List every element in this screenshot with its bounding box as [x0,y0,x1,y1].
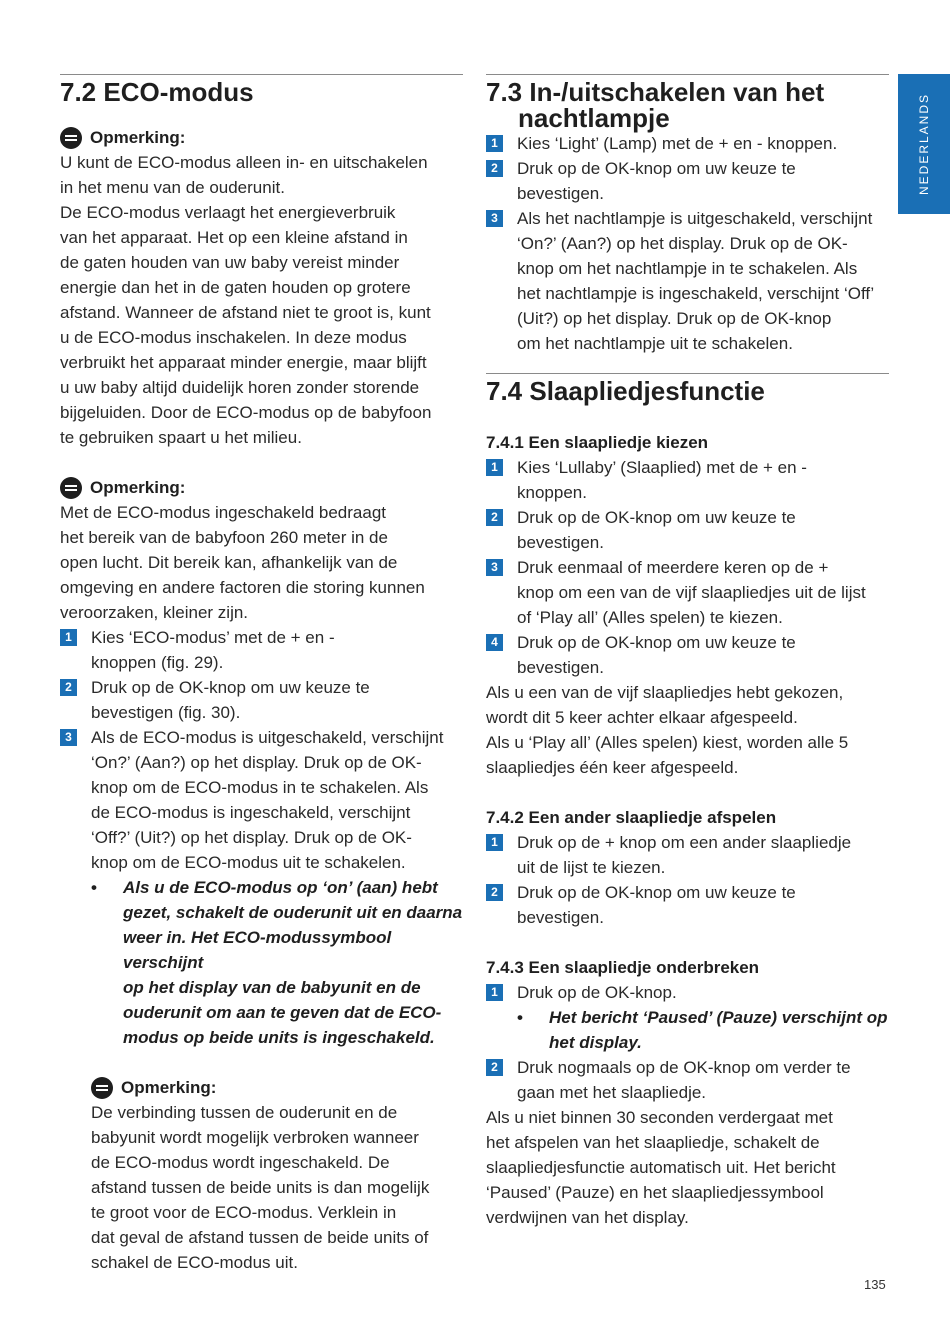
note-line: in het menu van de ouderunit. [60,178,285,197]
step-item [60,675,463,725]
body-line: wordt dit 5 keer achter elkaar afgespeeld. [486,708,798,727]
step-number-badge: 3 [60,729,77,746]
note-icon [91,1077,113,1099]
step-line: om het nachtlampje uit te schakelen. [517,334,793,353]
step-item [486,880,889,930]
step-line: het nachtlampje is ingeschakeld, verschijnt ‘Off’ [517,284,875,303]
body-line: Als u een van de vijf slaapliedjes hebt gekozen, [486,683,844,702]
note-line: bijgeluiden. Door de ECO-modus op de babyfoon [60,403,432,422]
step-line: Druk op de OK-knop om uw keuze te [517,159,796,178]
step-item [60,725,463,1275]
step-line: Kies ‘Light’ (Lamp) met de + en - knoppen. [517,134,838,153]
step-line: uit de lijst te kiezen. [517,858,666,877]
step-item [486,630,889,680]
note-title: Opmerking: [121,1078,217,1097]
step-item [486,455,889,505]
note-2 [60,475,463,625]
step-line: knop om de ECO-modus in te schakelen. Als [91,778,429,797]
step-item [486,131,889,156]
step-line: Druk op de + knop om een ander slaapliedje [517,833,852,852]
step-line: knoppen. [517,483,587,502]
note-line: de ECO-modus wordt ingeschakeld. De [91,1153,390,1172]
step-line: knop om het nachtlampje in te schakelen. Als [517,259,858,278]
body-line: slaapliedjes één keer afgespeeld. [486,758,739,777]
section-divider [486,74,889,75]
note-line: te gebruiken spaart u het milieu. [60,428,302,447]
step-item [486,830,889,880]
step-line: Druk op de OK-knop om uw keuze te [517,883,796,902]
heading-7-4-3: 7.4.3 Een slaapliedje onderbreken [486,958,760,977]
note-line: u de ECO-modus inschakelen. In deze modus [60,328,407,347]
page-number: 135 [864,1277,886,1292]
step-number-badge: 1 [60,629,77,646]
bullet-item [91,875,463,1050]
step-line: of ‘Play all’ (Alles spelen) te kiezen. [517,608,783,627]
body-line: Als u niet binnen 30 seconden verdergaat met [486,1108,833,1127]
left-column [60,74,463,1275]
heading-7-4-1: 7.4.1 Een slaapliedje kiezen [486,433,709,452]
note-line: Met de ECO-modus ingeschakeld bedraagt [60,503,387,522]
step-item [486,1055,889,1105]
step-line: Kies ‘Lullaby’ (Slaaplied) met de + en - [517,458,807,477]
step-line: Als de ECO-modus is uitgeschakeld, verschijnt [91,728,444,747]
step-line: knop om een van de vijf slaapliedjes uit de lijst [517,583,866,602]
step-number-badge: 4 [486,634,503,651]
note-title: Opmerking: [90,478,186,497]
bullet-item [517,1005,889,1055]
note-line: energie dan het in de gaten houden op grotere [60,278,411,297]
body-line: Als u ‘Play all’ (Alles spelen) kiest, worden alle 5 [486,733,849,752]
body-line: ‘Paused’ (Pauze) en het slaapliedjessymbool [486,1183,824,1202]
step-item [486,980,889,1055]
step-item [486,156,889,206]
heading-7-4: 7.4 Slaapliedjesfunctie [486,376,765,406]
bullet-line: weer in. Het ECO-modussymbool verschijnt [123,928,392,972]
note-line: verbruikt het apparaat minder energie, maar blijft [60,353,427,372]
note-line: afstand tussen de beide units is dan mogelijk [91,1178,430,1197]
step-line: Druk nogmaals op de OK-knop om verder te [517,1058,851,1077]
bullet-line: het display. [549,1033,642,1052]
note-line: schakel de ECO-modus uit. [91,1253,298,1272]
note-icon [60,127,82,149]
step-item [486,505,889,555]
heading-7-3 [486,79,889,131]
step-number-badge: 1 [486,135,503,152]
bullet-line: modus op beide units is ingeschakeld. [123,1028,435,1047]
step-line: de ECO-modus is ingeschakeld, verschijnt [91,803,411,822]
note-title: Opmerking: [90,128,186,147]
step-line: Als het nachtlampje is uitgeschakeld, verschijnt [517,209,873,228]
note-3 [91,1075,463,1275]
body-line: het afspelen van het slaapliedje, schakelt de [486,1133,820,1152]
step-line: ‘Off?’ (Uit?) op het display. Druk op de OK- [91,828,412,847]
note-line: De verbinding tussen de ouderunit en de [91,1103,398,1122]
step-line: bevestigen. [517,908,604,927]
step-number-badge: 1 [486,984,503,1001]
step-number-badge: 2 [486,160,503,177]
note-line: U kunt de ECO-modus alleen in- en uitschakelen [60,153,428,172]
step-number-badge: 2 [60,679,77,696]
step-line: bevestigen. [517,658,604,677]
note-line: babyunit wordt mogelijk verbroken wanneer [91,1128,419,1147]
note-line: omgeving en andere factoren die storing kunnen [60,578,425,597]
step-item [60,625,463,675]
step-number-badge: 3 [486,210,503,227]
step-number-badge: 2 [486,884,503,901]
note-line: afstand. Wanneer de afstand niet te groot is, kunt [60,303,431,322]
step-number-badge: 3 [486,559,503,576]
step-line: Kies ‘ECO-modus’ met de + en - [91,628,335,647]
note-line: het bereik van de babyfoon 260 meter in de [60,528,388,547]
section-divider [486,373,889,374]
step-line: Druk op de OK-knop om uw keuze te [91,678,370,697]
step-item [486,555,889,630]
note-1 [60,125,463,450]
note-line: open lucht. Dit bereik kan, afhankelijk van de [60,553,398,572]
step-number-badge: 2 [486,509,503,526]
bullet-line: Het bericht ‘Paused’ (Pauze) verschijnt op [549,1008,888,1027]
note-line: u uw baby altijd duidelijk horen zonder storende [60,378,420,397]
step-number-badge: 2 [486,1059,503,1076]
body-line: verdwijnen van het display. [486,1208,689,1227]
note-line: de gaten houden van uw baby vereist minder [60,253,400,272]
note-line: te groot voor de ECO-modus. Verklein in [91,1203,397,1222]
bullet-line: op het display van de babyunit en de [123,978,421,997]
body-line: slaapliedjesfunctie automatisch uit. Het bericht [486,1158,836,1177]
step-line: knoppen (fig. 29). [91,653,224,672]
note-line: De ECO-modus verlaagt het energieverbruik [60,203,396,222]
note-heading [60,475,463,500]
language-tab-label: NEDERLANDS [917,92,931,196]
heading-7-4-2: 7.4.2 Een ander slaapliedje afspelen [486,808,777,827]
step-line: Druk op de OK-knop. [517,983,677,1002]
step-line: bevestigen. [517,533,604,552]
step-number-badge: 1 [486,459,503,476]
bullet-marker: • [517,1008,523,1027]
step-line: (Uit?) op het display. Druk op de OK-knop [517,309,832,328]
bullet-line: Als u de ECO-modus op ‘on’ (aan) hebt [123,878,438,897]
step-item [486,206,889,356]
heading-line: 7.3 In-/uitschakelen van het [486,77,825,107]
heading-line: nachtlampje [518,103,670,133]
step-number-badge: 1 [486,834,503,851]
section-divider [60,74,463,75]
step-line: knop om de ECO-modus uit te schakelen. [91,853,406,872]
bullet-marker: • [91,878,97,897]
note-heading [60,125,463,150]
heading-7-2: 7.2 ECO-modus [60,77,254,107]
note-line: dat geval de afstand tussen de beide units of [91,1228,429,1247]
step-line: bevestigen (fig. 30). [91,703,241,722]
step-line: gaan met het slaapliedje. [517,1083,707,1102]
note-line: veroorzaken, kleiner zijn. [60,603,249,622]
step-line: bevestigen. [517,184,604,203]
note-icon [60,477,82,499]
step-line: ‘On?’ (Aan?) op het display. Druk op de OK- [517,234,848,253]
bullet-line: gezet, schakelt de ouderunit uit en daarna [123,903,463,922]
note-heading [91,1075,463,1100]
right-column [486,74,889,1230]
step-line: Druk op de OK-knop om uw keuze te [517,508,796,527]
step-line: Druk op de OK-knop om uw keuze te [517,633,796,652]
step-line: Druk eenmaal of meerdere keren op de + [517,558,829,577]
bullet-line: ouderunit om aan te geven dat de ECO- [123,1003,442,1022]
note-line: van het apparaat. Het op een kleine afstand in [60,228,408,247]
language-tab [898,74,950,214]
step-line: ‘On?’ (Aan?) op het display. Druk op de OK- [91,753,422,772]
